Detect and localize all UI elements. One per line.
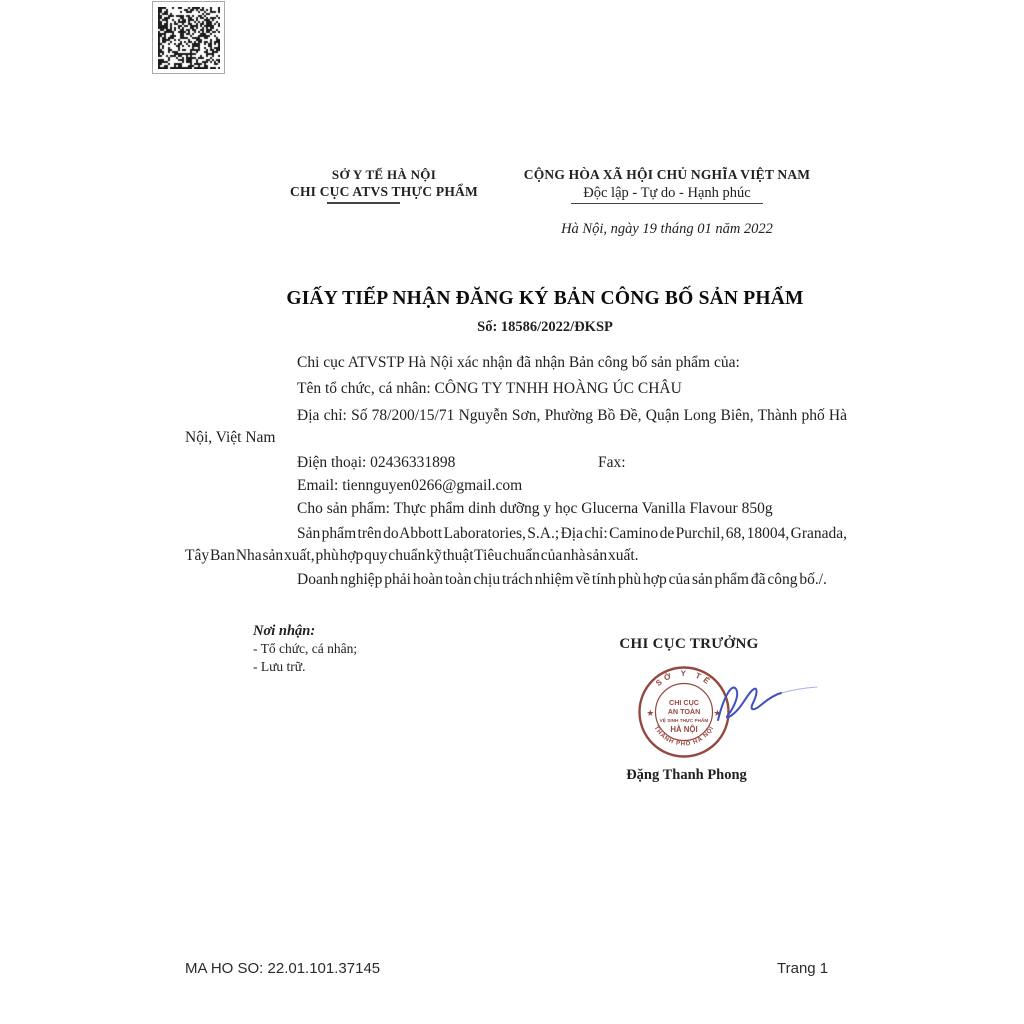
stamp-inner-line: CHI CỤC <box>669 698 699 707</box>
stamp-star-left-icon: ★ <box>647 708 654 718</box>
national-motto: Độc lập - Tự do - Hạnh phúc <box>571 184 762 204</box>
footer-file-code: MA HO SO: 22.01.101.37145 <box>185 960 381 977</box>
responsibility-paragraph: Doanh nghiệp phải hoàn toàn chịu trách nhiệm về tính phù hợp của sản phẩm đã công bố./. <box>297 571 827 588</box>
stamp-star-right-icon: ★ <box>714 708 721 718</box>
address-paragraph: Địa chỉ: Số 78/200/15/71 Nguyễn Sơn, Phường Bồ Đề, Quận Long Biên, Thành phố Hà Nội, Việt Nam <box>185 407 847 446</box>
recipient-item: - Tổ chức, cá nhân; <box>253 641 358 656</box>
signature-stroke <box>718 688 781 720</box>
document-title: GIẤY TIẾP NHẬN ĐĂNG KÝ BẢN CÔNG BỐ SẢN PHẨM <box>286 288 804 309</box>
email-line: Email: tiennguyen0266@gmail.com <box>297 477 523 494</box>
agency-name: CHI CỤC ATVS THỰC PHẨM <box>290 184 478 199</box>
recipients-label: Nơi nhận: <box>253 623 316 639</box>
recipients-block <box>253 622 357 676</box>
stamp-inner-line: HÀ NỘI <box>670 725 698 734</box>
phone-value: Điện thoại: 02436331898 <box>297 454 456 471</box>
title-block <box>145 286 945 337</box>
qr-code-canvas <box>158 7 220 69</box>
signature-tail <box>778 687 817 694</box>
signature-title: CHI CỤC TRƯỞNG <box>619 636 759 652</box>
qr-code <box>152 1 225 74</box>
intro-paragraph: Chi cục ATVSTP Hà Nội xác nhận đã nhận Bản công bố sản phẩm của: <box>297 354 740 371</box>
footer-page-number: Trang 1 <box>777 960 829 977</box>
organization-line: Tên tổ chức, cá nhân: CÔNG TY TNHH HOÀNG ÚC CHÂU <box>297 380 682 397</box>
fax-label: Fax: <box>598 454 626 471</box>
manufacturer-paragraph: Sản phẩm trên do Abbott Laboratories, S.A.; Địa chỉ: Camino de Purchil, 68, 18004, Granada, Tây Ban Nha sản xuất, phù hợp quy chuẩn kỹ thuật Tiêu chuẩn của nhà sản xuất. <box>185 525 847 564</box>
stamp-bottom-arc-text: THÀNH PHỐ HÀ NỘI <box>652 724 716 748</box>
product-line: Cho sản phẩm: Thực phẩm dinh dưỡng y học Glucerna Vanilla Flavour 850g <box>297 500 773 517</box>
signature-scribble <box>688 676 820 738</box>
issuing-agency-header <box>272 166 496 204</box>
signer-name: Đặng Thanh Phong <box>626 767 747 783</box>
stamp-inner-line: VỆ SINH THỰC PHẨM <box>659 718 709 723</box>
stamp-inner-line: AN TOÀN <box>667 707 701 716</box>
national-header <box>505 166 829 204</box>
document-number: Số: 18586/2022/ĐKSP <box>477 319 613 335</box>
stamp-top-arc-text: SỞ Y TẾ <box>654 668 714 688</box>
date-line: Hà Nội, ngày 19 tháng 01 năm 2022 <box>561 221 773 237</box>
phone-line <box>185 452 847 474</box>
agency-underline <box>327 202 400 204</box>
national-title: CỘNG HÒA XÃ HỘI CHỦ NGHĨA VIỆT NAM <box>523 167 811 182</box>
agency-parent-name: SỞ Y TẾ HÀ NỘI <box>331 167 437 182</box>
document-body <box>185 352 847 591</box>
recipient-item: - Lưu trữ. <box>253 659 306 674</box>
